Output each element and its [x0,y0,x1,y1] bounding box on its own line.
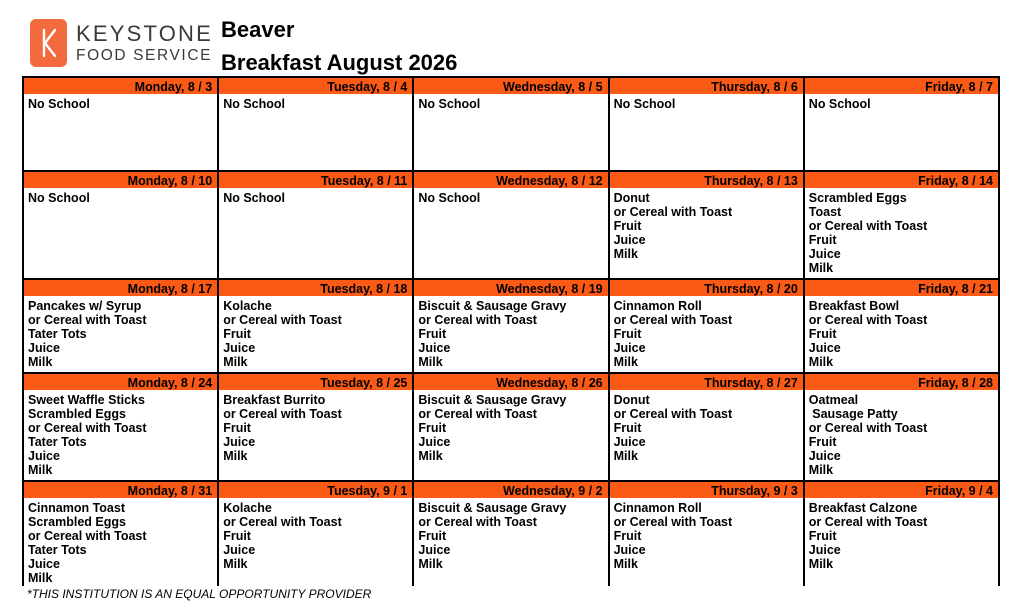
menu-item: Donut [613,393,650,407]
menu-item: Juice [223,543,256,557]
day-header: Wednesday, 8 / 12 [414,172,607,188]
day-header: Monday, 8 / 3 [24,78,217,94]
menu-items [24,188,217,205]
menu-calendar-grid [22,76,1000,586]
menu-item: Milk [613,557,638,571]
menu-item: or Cereal with Toast [613,515,733,529]
brand-line1: KEYSTONE [76,20,214,46]
menu-items [24,390,217,477]
day-header: Friday, 8 / 28 [805,374,998,390]
day-cell [610,374,803,480]
menu-items [219,390,412,463]
menu-item: Milk [613,247,638,261]
menu-items [805,296,998,369]
menu-item: Toast [808,205,842,219]
menu-item: Juice [418,341,451,355]
menu-item: Fruit [808,435,837,449]
day-header: Tuesday, 8 / 4 [219,78,412,94]
menu-item: Tater Tots [28,543,87,557]
menu-item: Juice [613,435,646,449]
menu-item: No School [808,97,871,111]
menu-item: Cinnamon Roll [613,299,702,313]
day-cell [805,280,998,372]
day-cell [414,172,607,278]
menu-item: or Cereal with Toast [418,407,537,421]
menu-item: Milk [223,355,248,369]
day-header: Tuesday, 8 / 18 [219,280,412,296]
day-header: Wednesday, 8 / 26 [414,374,607,390]
day-cell [414,374,607,480]
menu-items [805,94,998,111]
menu-items [610,390,803,463]
menu-items [805,498,998,571]
menu-items [610,94,803,111]
menu-item: Milk [28,463,53,477]
day-header: Thursday, 8 / 6 [610,78,803,94]
menu-item: Milk [613,355,638,369]
menu-item: Kolache [223,299,272,313]
menu-items [414,390,607,463]
menu-item: Tater Tots [28,327,87,341]
menu-item: Juice [28,557,60,571]
menu-item: or Cereal with Toast [28,421,147,435]
footer-note: *THIS INSTITUTION IS AN EQUAL OPPORTUNITY PROVIDER [27,587,372,601]
menu-item: Donut [613,191,650,205]
day-cell [219,280,412,372]
menu-item: Fruit [223,529,251,543]
menu-item: Breakfast Calzone [808,501,918,515]
day-cell [610,482,803,588]
menu-item: Juice [418,543,451,557]
menu-item: Fruit [808,327,837,341]
day-header: Thursday, 8 / 20 [610,280,803,296]
menu-items [414,498,607,571]
menu-item: Milk [418,449,443,463]
menu-items [414,188,607,205]
menu-item: Juice [613,543,646,557]
day-cell [610,280,803,372]
menu-item: or Cereal with Toast [808,313,928,327]
day-header: Tuesday, 9 / 1 [219,482,412,498]
day-cell [610,172,803,278]
menu-item: Fruit [808,233,837,247]
day-header: Thursday, 9 / 3 [610,482,803,498]
menu-item: or Cereal with Toast [418,515,537,529]
day-header: Friday, 8 / 14 [805,172,998,188]
menu-item: or Cereal with Toast [613,205,733,219]
menu-item: Juice [223,435,256,449]
menu-items [219,94,412,111]
day-header: Thursday, 8 / 27 [610,374,803,390]
menu-item: Juice [418,435,451,449]
menu-item: Oatmeal [808,393,859,407]
menu-item: Juice [223,341,256,355]
day-header: Monday, 8 / 24 [24,374,217,390]
menu-item: No School [223,191,285,205]
menu-item: Pancakes w/ Syrup [28,299,142,313]
page-title: Breakfast August 2026 [221,50,458,75]
day-cell [805,172,998,278]
menu-item: or Cereal with Toast [223,515,342,529]
menu-item: No School [28,191,90,205]
menu-item: Juice [808,449,841,463]
menu-item: Scrambled Eggs [808,191,907,205]
menu-items [805,188,998,275]
menu-item: Milk [223,557,248,571]
menu-item: Milk [808,261,834,275]
menu-item: Breakfast Bowl [808,299,900,313]
day-cell [414,280,607,372]
menu-item: Milk [808,463,834,477]
brand-line2: FOOD SERVICE [76,46,213,64]
day-header: Friday, 8 / 21 [805,280,998,296]
menu-item: Juice [28,449,60,463]
day-header: Friday, 9 / 4 [805,482,998,498]
menu-item: No School [613,97,676,111]
day-header: Wednesday, 8 / 5 [414,78,607,94]
menu-items [219,498,412,571]
menu-item: Fruit [418,529,447,543]
day-cell [414,482,607,588]
menu-item: Milk [808,557,834,571]
menu-item: Fruit [613,219,642,233]
menu-item: Fruit [418,327,447,341]
menu-item: Milk [223,449,248,463]
menu-item: Fruit [613,529,642,543]
menu-item: Scrambled Eggs [28,515,126,529]
day-cell [219,374,412,480]
menu-item: Fruit [613,327,642,341]
menu-item: Juice [808,543,841,557]
menu-item: Fruit [223,327,251,341]
day-header: Monday, 8 / 17 [24,280,217,296]
menu-items [24,94,217,111]
menu-item: No School [418,191,481,205]
day-cell [805,78,998,170]
menu-items [24,296,217,369]
menu-items [219,296,412,369]
brand-name [76,20,214,64]
day-header: Tuesday, 8 / 11 [219,172,412,188]
menu-item: Fruit [223,421,251,435]
menu-item: or Cereal with Toast [223,407,342,421]
menu-item: Cinnamon Roll [613,501,702,515]
menu-item: Juice [808,247,841,261]
menu-item: Fruit [418,421,447,435]
menu-item: Juice [28,341,60,355]
day-cell [805,482,998,588]
day-cell [219,78,412,170]
day-header: Thursday, 8 / 13 [610,172,803,188]
menu-item: No School [28,97,90,111]
day-cell [414,78,607,170]
menu-item: Milk [28,355,53,369]
day-header: Monday, 8 / 31 [24,482,217,498]
menu-item: or Cereal with Toast [223,313,342,327]
menu-item: or Cereal with Toast [613,313,733,327]
menu-item: or Cereal with Toast [613,407,733,421]
menu-item: No School [418,97,481,111]
day-cell [805,374,998,480]
menu-item: Milk [418,557,443,571]
menu-items [24,498,217,585]
day-cell [610,78,803,170]
menu-item: Breakfast Burrito [223,393,326,407]
menu-items [414,296,607,369]
school-name: Beaver [221,17,295,42]
day-cell [219,172,412,278]
brand-logo [30,19,213,67]
menu-item: Sweet Waffle Sticks [28,393,145,407]
day-header: Tuesday, 8 / 25 [219,374,412,390]
day-header: Friday, 8 / 7 [805,78,998,94]
day-cell [24,78,217,170]
menu-item: Fruit [613,421,642,435]
menu-item: or Cereal with Toast [808,515,928,529]
day-header: Monday, 8 / 10 [24,172,217,188]
keystone-k-logo-icon [30,19,67,67]
day-cell [24,172,217,278]
day-cell [24,374,217,480]
day-header: Wednesday, 8 / 19 [414,280,607,296]
menu-item: Kolache [223,501,272,515]
day-cell [24,482,217,588]
menu-item: or Cereal with Toast [28,529,147,543]
menu-item: Sausage Patty [808,407,898,421]
menu-item: Milk [28,571,53,585]
menu-item: Biscuit & Sausage Gravy [418,501,567,515]
menu-item: Juice [613,341,646,355]
day-header: Wednesday, 9 / 2 [414,482,607,498]
menu-items [610,296,803,369]
menu-item: No School [223,97,285,111]
menu-item: or Cereal with Toast [808,219,928,233]
menu-item: Fruit [808,529,837,543]
menu-item: or Cereal with Toast [808,421,928,435]
menu-items [610,498,803,571]
day-cell [24,280,217,372]
menu-item: Tater Tots [28,435,87,449]
menu-item: Scrambled Eggs [28,407,126,421]
menu-item: or Cereal with Toast [418,313,537,327]
menu-item: Milk [808,355,834,369]
menu-items [219,188,412,205]
menu-item: Cinnamon Toast [28,501,125,515]
menu-items [414,94,607,111]
menu-item: Milk [418,355,443,369]
day-cell [219,482,412,588]
menu-items [610,188,803,261]
menu-item: Juice [613,233,646,247]
menu-item: or Cereal with Toast [28,313,147,327]
menu-item: Juice [808,341,841,355]
menu-items [805,390,998,477]
menu-item: Biscuit & Sausage Gravy [418,393,567,407]
menu-item: Milk [613,449,638,463]
menu-item: Biscuit & Sausage Gravy [418,299,567,313]
